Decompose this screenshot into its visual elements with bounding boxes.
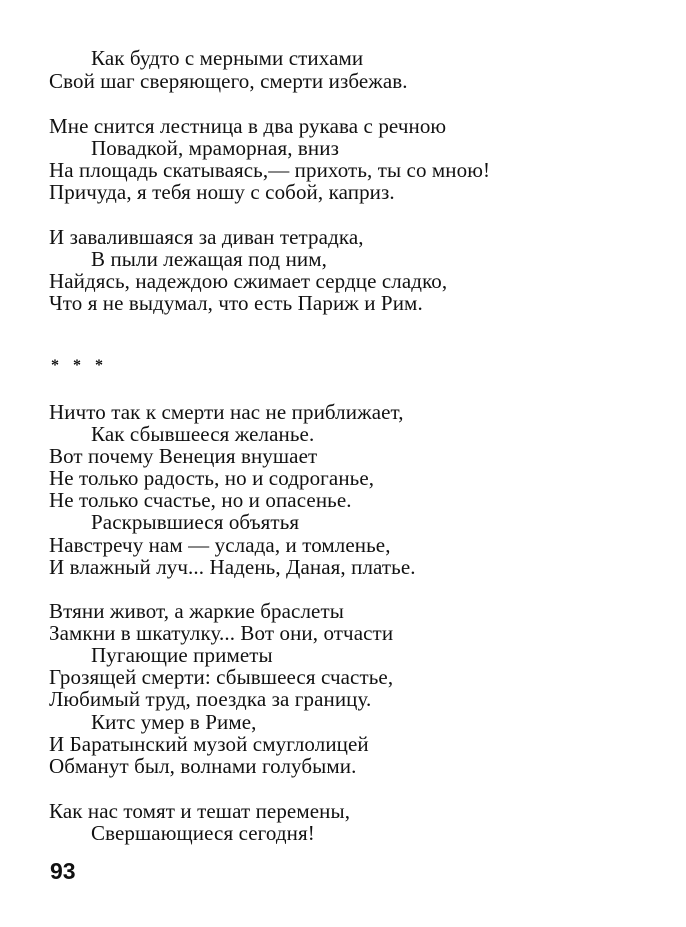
page-number: 93 xyxy=(50,858,76,884)
poem-line: Найдясь, надеждою сжимает сердце сладко, xyxy=(49,269,448,293)
poem-line: Повадкой, мраморная, вниз xyxy=(91,136,339,160)
poem-line: Причуда, я тебя ношу с собой, каприз. xyxy=(49,180,395,204)
poem-line: На площадь скатываясь,— прихоть, ты со мною! xyxy=(49,158,491,182)
poem-line: И завалившаяся за диван тетрадка, xyxy=(49,225,364,249)
poem-line: Как сбывшееся желанье. xyxy=(91,422,315,446)
poem-line: Раскрывшиеся объятья xyxy=(91,510,300,534)
poem-line: Пугающие приметы xyxy=(91,643,273,667)
poem-line: Как нас томят и тешат перемены, xyxy=(49,799,351,823)
poem-line: В пыли лежащая под ним, xyxy=(91,247,327,271)
poem-line: Ничто так к смерти нас не приближает, xyxy=(49,400,404,424)
poem-line: Китс умер в Риме, xyxy=(91,710,257,734)
poem-line: Навстречу нам — услада, и томленье, xyxy=(49,533,391,557)
poem-line: Не только радость, но и содроганье, xyxy=(49,466,375,490)
poem-line: Свершающиеся сегодня! xyxy=(91,821,315,845)
poem-line: Втяни живот, а жаркие браслеты xyxy=(49,599,344,623)
poem-line: Что я не выдумал, что есть Париж и Рим. xyxy=(49,291,423,315)
section-separator: * * * xyxy=(51,357,108,374)
poem-line: И Баратынский музой смуглолицей xyxy=(49,732,369,756)
poem-line: Любимый труд, поездка за границу. xyxy=(49,687,372,711)
poem-line: Замкни в шкатулку... Вот они, отчасти xyxy=(49,621,394,645)
poem-line: Свой шаг сверяющего, смерти избежав. xyxy=(49,69,408,93)
poem-line: И влажный луч... Надень, Даная, платье. xyxy=(49,555,416,579)
poem-line: Вот почему Венеция внушает xyxy=(49,444,318,468)
poem-line: Не только счастье, но и опасенье. xyxy=(49,488,352,512)
poem-line: Обманут был, волнами голубыми. xyxy=(49,754,357,778)
poem-line: Мне снится лестница в два рукава с речною xyxy=(49,114,447,138)
poem-line: Грозящей смерти: сбывшееся счастье, xyxy=(49,665,394,689)
poem-line: Как будто с мерными стихами xyxy=(91,46,364,70)
